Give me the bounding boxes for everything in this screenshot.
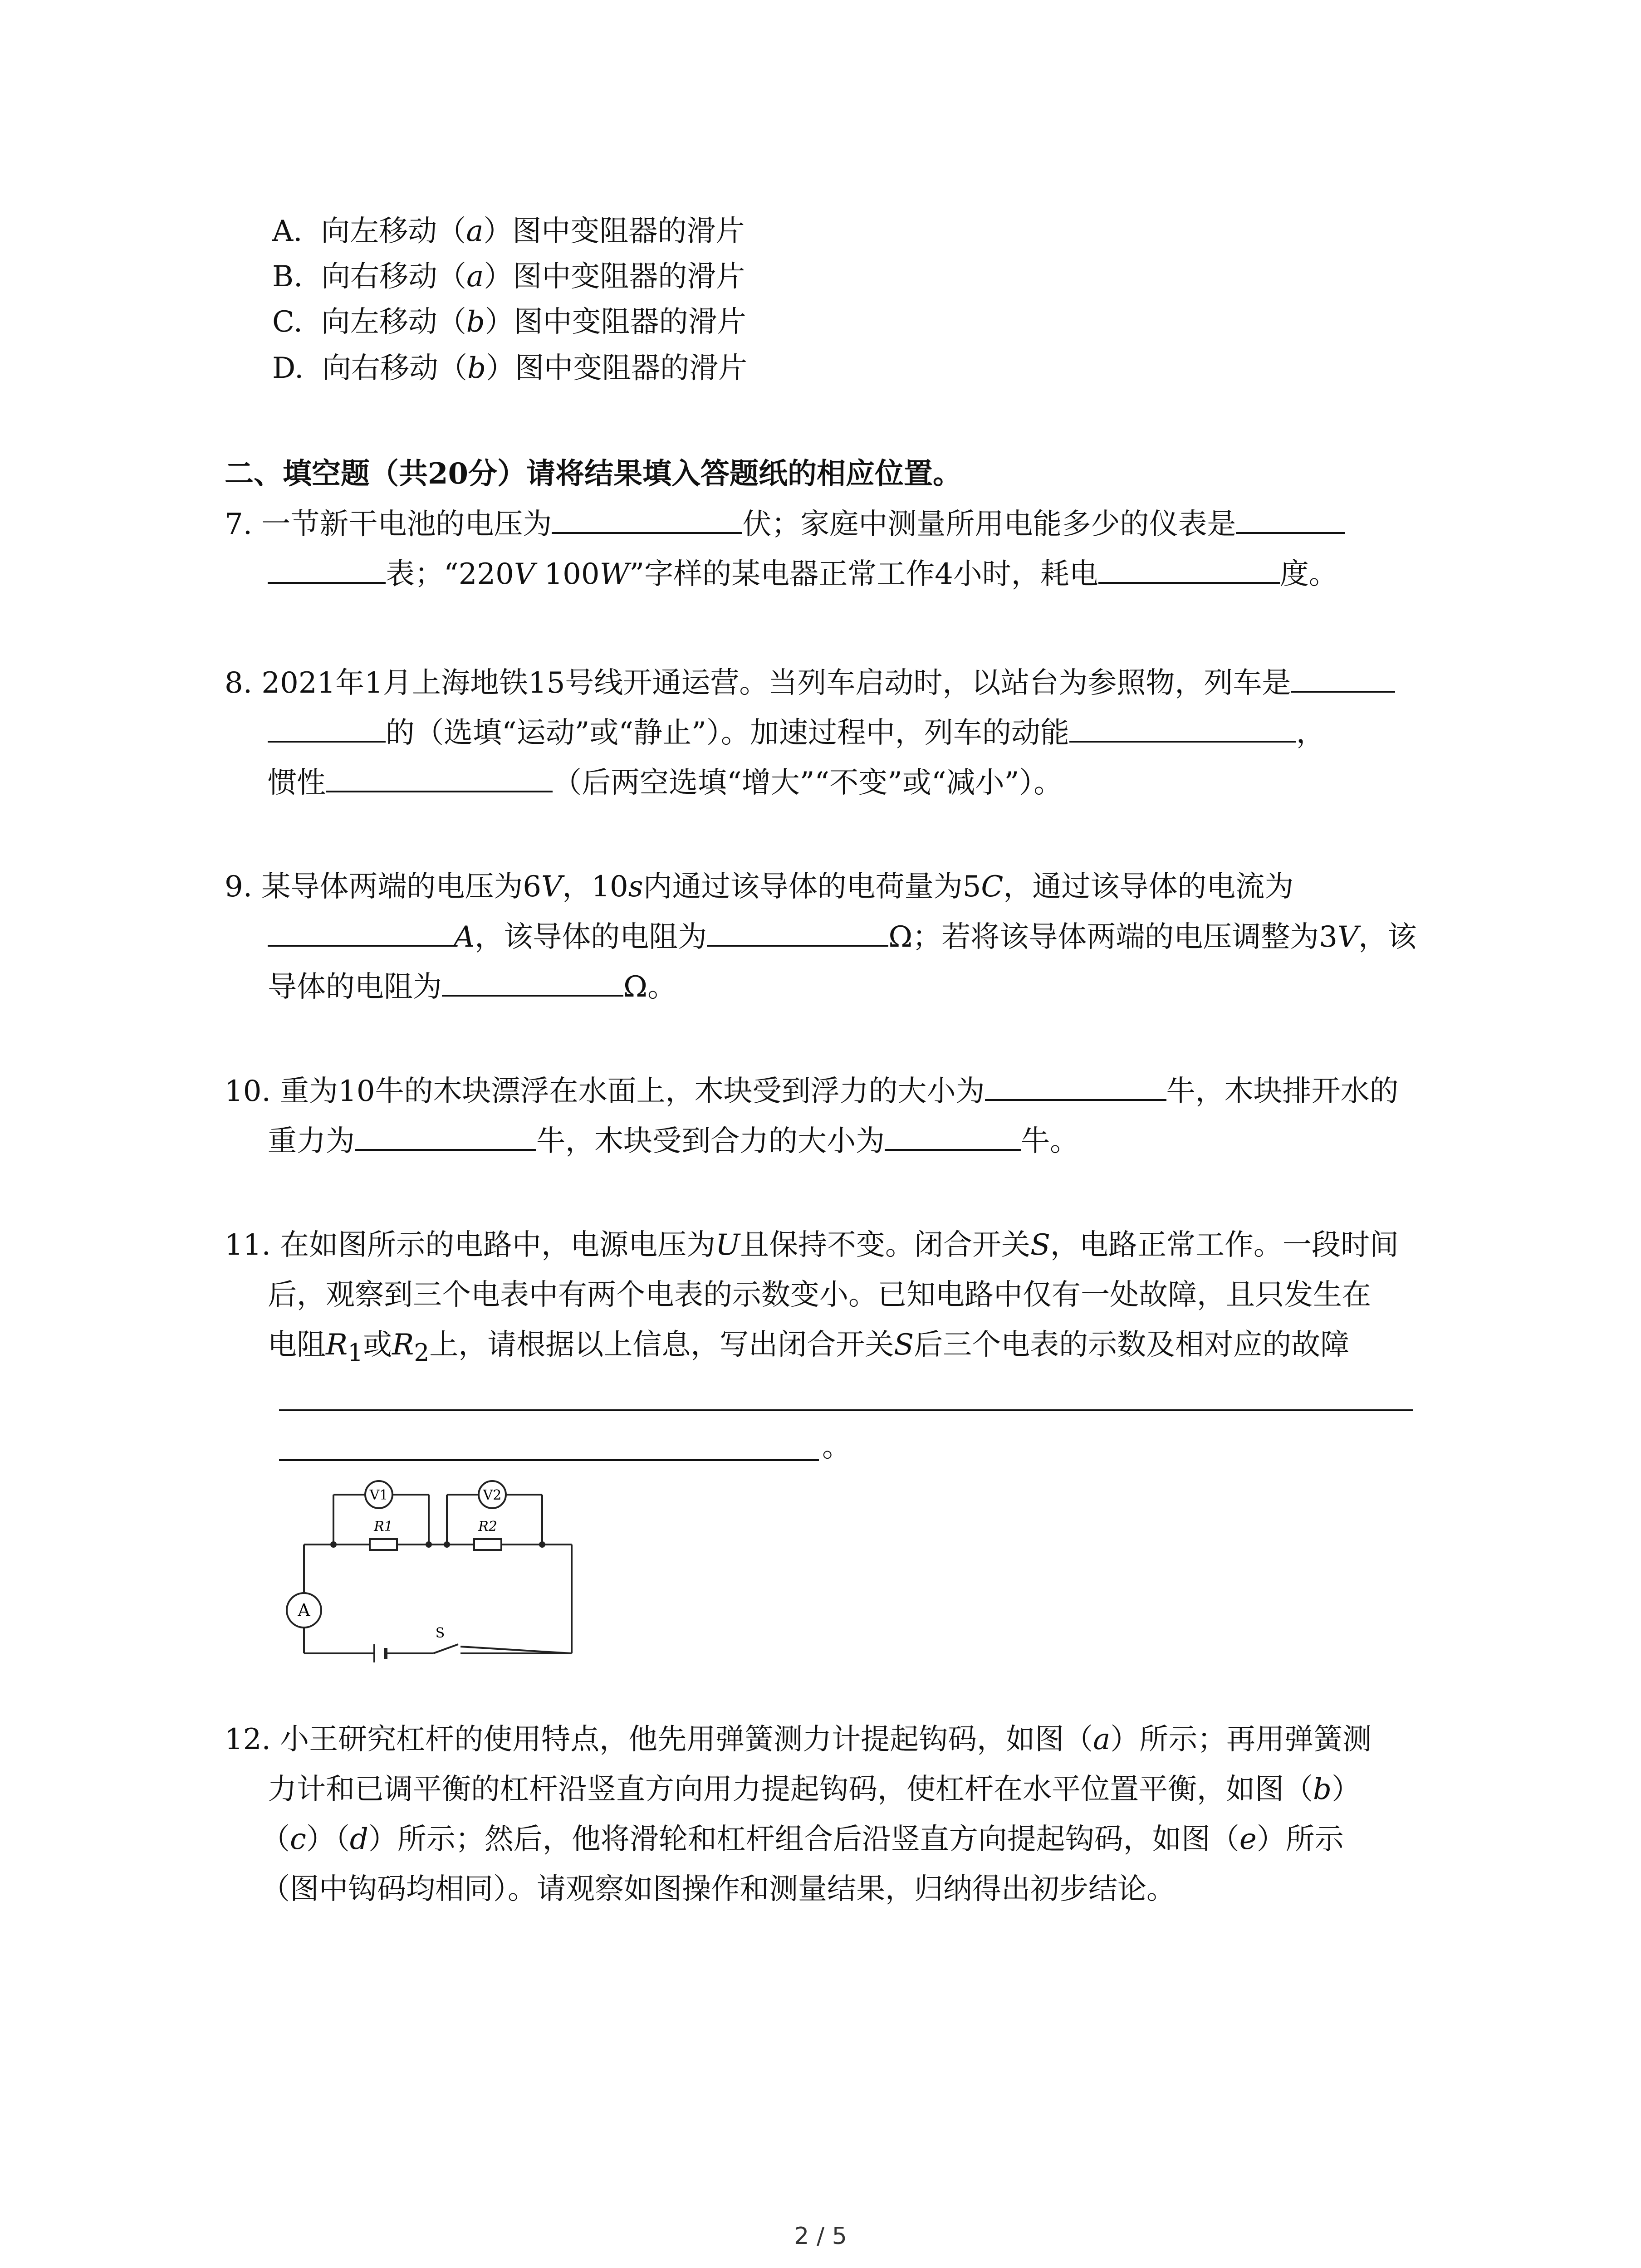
question-12-line-4: （图中钩码均相同）。请观察如图操作和测量结果，归纳得出初步结论。 — [261, 1872, 1176, 1906]
option-a: A. 向左移动（a）图中变阻器的滑片 — [272, 215, 745, 248]
circuit-diagram — [277, 1465, 581, 1665]
answer-line-long[interactable] — [279, 1409, 1413, 1411]
question-11-line-2: 后，观察到三个电表中有两个电表的示数变小。已知电路中仅有一处故障，且只发生在 — [268, 1278, 1371, 1312]
resistor-r2-label: R2 — [478, 1519, 497, 1535]
option-c: C. 向左移动（b）图中变阻器的滑片 — [272, 305, 746, 339]
question-8-line-3: 惯性 （后两空选填“增大”“不变”或“减小”）。 — [268, 764, 1063, 801]
option-d: D. 向右移动（b）图中变阻器的滑片 — [272, 352, 748, 385]
answer-line-short[interactable] — [279, 1459, 819, 1461]
question-11-line-3: 电阻$R_1$或$R_2$上，请根据以上信息，写出闭合开关S后三个电表的示数及相对应的故障 — [268, 1328, 1350, 1367]
resistor-r1 — [370, 1539, 397, 1550]
answer-blank[interactable] — [1236, 506, 1345, 534]
voltmeter-v1-label: V1 — [369, 1487, 388, 1503]
answer-blank[interactable] — [1098, 556, 1280, 584]
page-number: 2 / 5 — [794, 2223, 847, 2250]
answer-blank[interactable] — [985, 1073, 1166, 1101]
question-12-line-3: （c）（d）所示；然后，他将滑轮和杠杆组合后沿竖直方向提起钩码，如图（e）所示 — [261, 1823, 1344, 1856]
question-12-line-1: 12. 小王研究杠杆的使用特点，他先用弹簧测力计提起钩码，如图（a）所示；再用弹簧测 — [225, 1723, 1372, 1756]
answer-blank[interactable] — [268, 556, 386, 584]
answer-blank[interactable] — [442, 968, 623, 997]
question-9-line-1: 9. 某导体两端的电压为6V，10s内通过该导体的电荷量为5C，通过该导体的电流为 — [225, 870, 1294, 904]
question-9-line-3: 导体的电阻为 Ω。 — [268, 968, 676, 1005]
question-7-line-2: 表；“220V 100W”字样的某电器正常工作4小时，耗电 度。 — [268, 556, 1338, 592]
question-12-line-2: 力计和已调平衡的杠杆沿竖直方向用力提起钩码，使杠杆在水平位置平衡，如图（b） — [268, 1773, 1361, 1806]
question-10-line-1: 10. 重为10牛的木块漂浮在水面上，木块受到浮力的大小为 牛，木块排开水的 — [225, 1073, 1399, 1110]
answer-blank[interactable] — [1069, 714, 1296, 743]
resistor-r2 — [474, 1539, 501, 1550]
question-10-line-2: 重力为 牛，木块受到合力的大小为 牛。 — [268, 1123, 1079, 1159]
answer-blank[interactable] — [268, 714, 386, 743]
question-8-line-1: 8. 2021年1月上海地铁15号线开通运营。当列车启动时，以站台为参照物，列车是 — [225, 665, 1395, 701]
resistor-r1-label: R1 — [374, 1519, 393, 1535]
option-b: B. 向右移动（a）图中变阻器的滑片 — [272, 260, 745, 293]
answer-blank[interactable] — [552, 506, 742, 534]
switch-lever — [433, 1644, 458, 1653]
answer-blank[interactable] — [707, 919, 888, 947]
question-9-line-2: A，该导体的电阻为 Ω；若将该导体两端的电压调整为3V，该 — [268, 919, 1416, 955]
question-8-line-2: 的（选填“运动”或“静止”）。加速过程中，列车的动能 ， — [268, 714, 1325, 751]
voltmeter-v2-label: V2 — [483, 1487, 502, 1503]
answer-blank[interactable] — [885, 1123, 1021, 1151]
section-title: 二、填空题（共20分）请将结果填入答题纸的相应位置。 — [225, 457, 962, 491]
answer-blank[interactable] — [326, 764, 553, 792]
question-7-line-1: 7. 一节新干电池的电压为 伏；家庭中测量所用电能多少的仪表是 — [225, 506, 1345, 543]
answer-blank[interactable] — [268, 919, 454, 947]
question-11-period: 。 — [822, 1430, 851, 1464]
switch-label: S — [435, 1625, 445, 1641]
answer-blank[interactable] — [355, 1123, 536, 1151]
ammeter-label: A — [298, 1600, 310, 1620]
answer-blank[interactable] — [1291, 665, 1395, 693]
question-11-line-1: 11. 在如图所示的电路中，电源电压为U且保持不变。闭合开关S，电路正常工作。一段时间 — [225, 1228, 1399, 1262]
